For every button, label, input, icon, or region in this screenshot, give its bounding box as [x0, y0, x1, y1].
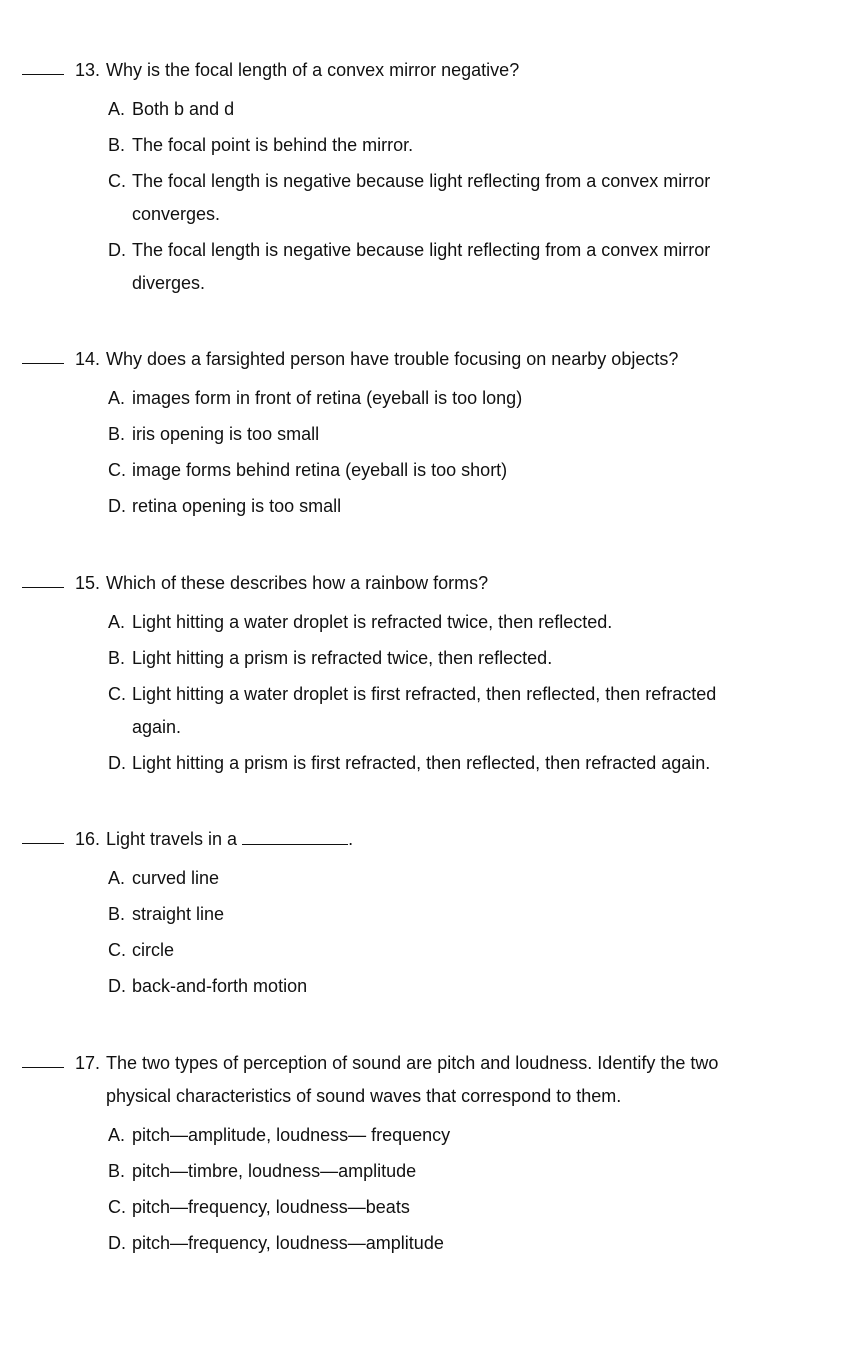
question-text: Why does a farsighted person have trouble focusing on nearby objects?	[106, 349, 679, 369]
choice-b	[108, 418, 768, 451]
choice-letter: C.	[108, 684, 126, 704]
question-text: The two types of perception of sound are pitch and loudness. Identify the two physical characteristics of sound waves that correspond to them.	[106, 1053, 719, 1106]
choice-text: The focal length is negative because light reflecting from a convex mirror converges.	[132, 171, 711, 224]
choice-letter: A.	[108, 612, 126, 632]
choice-letter: C.	[108, 1197, 126, 1217]
choice-a	[108, 606, 768, 639]
choice-letter: B.	[108, 424, 126, 444]
choice-text: pitch—timbre, loudness—amplitude	[132, 1161, 417, 1181]
choice-text: straight line	[132, 904, 225, 924]
choice-c	[108, 1191, 768, 1224]
choice-d	[108, 490, 768, 523]
choice-d	[108, 234, 768, 300]
choice-a	[108, 382, 768, 415]
choice-c	[108, 165, 768, 231]
choice-text: pitch—frequency, loudness—amplitude	[132, 1233, 444, 1253]
choice-text: Light hitting a prism is refracted twice, then reflected.	[132, 648, 553, 668]
question-number: 17.	[75, 1053, 101, 1073]
choice-b	[108, 129, 768, 162]
choice-c	[108, 454, 768, 487]
question-number: 15.	[75, 573, 101, 593]
question-stem	[0, 823, 864, 856]
choice-letter: B.	[108, 135, 126, 155]
choice-letter: A.	[108, 388, 126, 408]
choice-text: Light hitting a prism is first refracted, then reflected, then refracted again.	[132, 753, 711, 773]
choice-letter: A.	[108, 1125, 126, 1145]
choice-letter: D.	[108, 976, 126, 996]
question-15	[0, 567, 864, 780]
question-16	[0, 823, 864, 1003]
choice-letter: D.	[108, 496, 126, 516]
answer-blank[interactable]	[22, 363, 64, 364]
choice-letter: C.	[108, 460, 126, 480]
choice-letter: B.	[108, 1161, 126, 1181]
choice-text: iris opening is too small	[132, 424, 320, 444]
choice-text: The focal point is behind the mirror.	[132, 135, 414, 155]
choice-letter: D.	[108, 1233, 126, 1253]
question-text: Why is the focal length of a convex mirror negative?	[106, 60, 520, 80]
question-stem	[0, 54, 864, 87]
choice-a	[108, 93, 768, 126]
question-text	[106, 823, 768, 856]
question-stem	[0, 343, 864, 376]
choice-letter: C.	[108, 171, 126, 191]
choice-text: curved line	[132, 868, 220, 888]
question-stem	[0, 1047, 864, 1113]
answer-blank[interactable]	[22, 587, 64, 588]
choice-a	[108, 1119, 768, 1152]
choice-text: circle	[132, 940, 175, 960]
choice-a	[108, 862, 768, 895]
choice-text: image forms behind retina (eyeball is too short)	[132, 460, 508, 480]
choice-text: retina opening is too small	[132, 496, 342, 516]
question-text-after-blank: .	[348, 829, 354, 849]
choice-c	[108, 678, 768, 744]
question-17	[0, 1047, 864, 1260]
answer-blank[interactable]	[22, 74, 64, 75]
question-text: Which of these describes how a rainbow forms?	[106, 573, 489, 593]
choice-letter: A.	[108, 99, 126, 119]
choice-letter: B.	[108, 648, 126, 668]
choice-text: images form in front of retina (eyeball is too long)	[132, 388, 523, 408]
question-text-before-blank: Light travels in a	[106, 829, 238, 849]
choice-b	[108, 898, 768, 931]
choice-text: pitch—frequency, loudness—beats	[132, 1197, 410, 1217]
answer-blank[interactable]	[22, 1067, 64, 1068]
choice-text: The focal length is negative because light reflecting from a convex mirror diverges.	[132, 240, 711, 293]
choice-text: Both b and d	[132, 99, 235, 119]
question-number: 13.	[75, 60, 101, 80]
choice-text: back-and-forth motion	[132, 976, 308, 996]
choice-text: pitch—amplitude, loudness— frequency	[132, 1125, 451, 1145]
question-stem	[0, 567, 864, 600]
choice-d	[108, 747, 768, 780]
question-13	[0, 54, 864, 300]
question-number: 14.	[75, 349, 101, 369]
choice-b	[108, 642, 768, 675]
fill-in-blank	[242, 826, 348, 845]
choice-letter: D.	[108, 240, 126, 260]
choice-d	[108, 970, 768, 1003]
question-number: 16.	[75, 829, 101, 849]
choice-b	[108, 1155, 768, 1188]
choice-letter: C.	[108, 940, 126, 960]
question-14	[0, 343, 864, 523]
choice-letter: D.	[108, 753, 126, 773]
choice-text: Light hitting a water droplet is refracted twice, then reflected.	[132, 612, 613, 632]
choice-letter: B.	[108, 904, 126, 924]
choice-letter: A.	[108, 868, 126, 888]
choice-d	[108, 1227, 768, 1260]
answer-blank[interactable]	[22, 843, 64, 844]
choice-text: Light hitting a water droplet is first refracted, then reflected, then refracted again.	[132, 684, 717, 737]
choice-c	[108, 934, 768, 967]
